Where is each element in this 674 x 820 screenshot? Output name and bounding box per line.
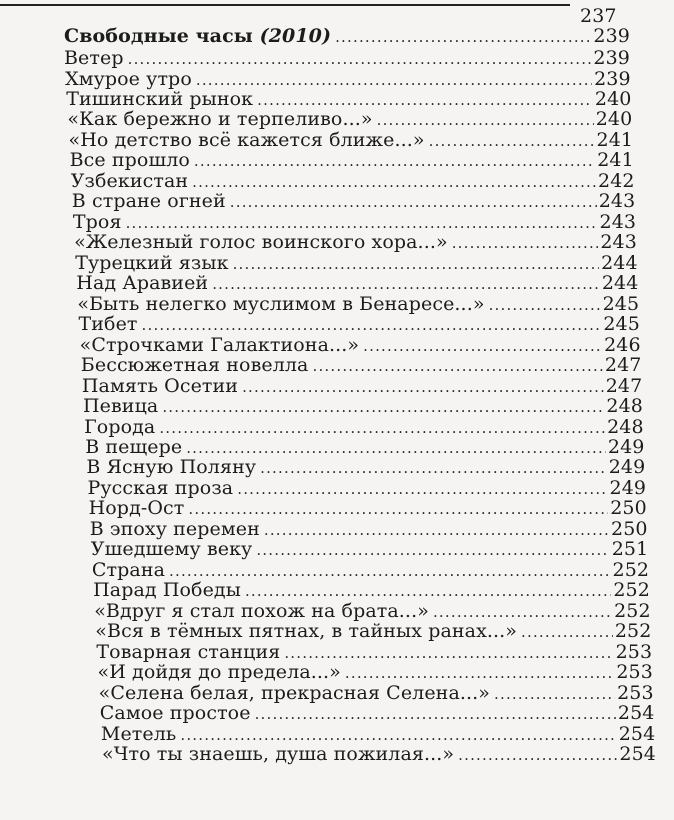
toc-entry [94, 601, 651, 622]
toc-entry [64, 48, 630, 69]
toc-page-number: 248 [606, 395, 643, 417]
toc-entry [76, 273, 638, 294]
toc-page-number: 254 [618, 722, 656, 745]
section-title [64, 26, 331, 46]
toc-entry-title: «Строчками Галактиона...» [79, 333, 360, 356]
toc-page-number: 243 [599, 210, 637, 233]
toc-page-number: 239 [593, 25, 630, 47]
toc-entry [73, 212, 636, 233]
toc-entry [95, 621, 651, 642]
toc-leader-dots [142, 315, 602, 335]
toc-entry [79, 314, 640, 335]
toc-leader-dots [264, 520, 609, 540]
toc-page-number: 239 [593, 47, 630, 69]
toc-leader-dots [363, 336, 602, 356]
toc-leader-dots [489, 295, 601, 315]
toc-page-number: 243 [598, 190, 636, 213]
toc-entry-title: Метель [100, 722, 177, 745]
toc-top-page-row [580, 6, 630, 27]
toc-entry-title: «Железный голос воинского хора...» [74, 231, 448, 254]
toc-entry [96, 642, 652, 663]
toc-leader-dots [126, 213, 598, 233]
toc-entry-title: Товарная станция [96, 640, 281, 663]
toc-page-number: 253 [617, 681, 654, 704]
toc-entry-title: Города [84, 415, 156, 438]
toc-entry-title: Самое простое [99, 702, 251, 725]
toc-entry-title: Норд-Ост [88, 497, 185, 520]
toc-leader-dots [180, 725, 616, 745]
toc-leader-dots [377, 110, 594, 130]
toc-entry-title: В эпоху перемен [89, 517, 260, 540]
toc-entry-title: Память Осетии [81, 374, 239, 397]
toc-page-number: 245 [602, 292, 640, 315]
toc-entry [83, 396, 643, 417]
toc-entry [86, 457, 645, 478]
toc-page-number: 254 [619, 743, 656, 765]
toc-page-number: 250 [610, 497, 647, 520]
toc-entry-title: Парад Победы [93, 579, 241, 602]
toc-entry-title: Узбекистан [70, 169, 189, 192]
toc-page-number: 241 [596, 128, 634, 151]
toc-entry-title: Над Аравией [76, 272, 209, 295]
toc-leader-dots [196, 70, 592, 90]
toc-entry [93, 580, 650, 601]
toc-page-number: 240 [594, 87, 632, 110]
toc-page-number: 244 [601, 272, 639, 295]
toc-page-number: 245 [603, 313, 640, 336]
toc-leader-dots [313, 356, 603, 376]
toc-entry [80, 335, 641, 356]
toc-entry-title: «Что ты знаешь, душа пожилая...» [102, 743, 455, 765]
toc-leader-dots [230, 192, 597, 212]
toc-page-number: 253 [615, 640, 653, 663]
toc-leader-dots [194, 151, 595, 171]
toc-entry [98, 662, 653, 683]
toc-leader-dots [433, 602, 612, 622]
toc-entry-title: «И дойдя до предела...» [97, 661, 341, 684]
toc-entry [89, 498, 647, 519]
toc-leader-dots [128, 49, 592, 69]
toc-page-number: 254 [617, 702, 655, 725]
toc-leader-dots [212, 274, 600, 294]
section-year: (2010) [259, 25, 332, 47]
section-title-text: Свободные часы [64, 25, 253, 47]
toc-leader-dots [452, 233, 599, 253]
toc-leader-dots [242, 377, 604, 397]
toc-leader-dots [159, 418, 605, 438]
toc-leader-dots [255, 704, 616, 724]
toc-entry-title: «Селена белая, прекрасная Селена...» [98, 681, 491, 704]
toc-entry [69, 130, 634, 151]
toc-entry-title: «Как бережно и терпеливо...» [67, 108, 373, 131]
toc-page-number: 247 [604, 354, 642, 377]
toc-leader-dots [345, 663, 614, 683]
toc-entry-title: Бессюжетная новелла [80, 354, 309, 377]
toc-leader-dots [458, 745, 617, 765]
toc-leader-dots [245, 581, 611, 601]
toc-entry-title: Тибет [78, 313, 138, 336]
toc-entry [67, 109, 632, 130]
toc-entry [72, 191, 636, 212]
toc-entry [84, 417, 644, 438]
toc-leader-dots [257, 90, 593, 110]
toc-leader-dots [237, 479, 607, 499]
toc-leader-dots [256, 540, 609, 560]
toc-page-number: 252 [613, 579, 650, 602]
toc-entry-title: Ветер [64, 47, 124, 69]
toc-entry-title: Троя [72, 210, 122, 233]
toc-entry [85, 437, 644, 458]
toc-leader-dots [284, 643, 613, 663]
toc-entry [99, 683, 654, 704]
toc-entry-title: Страна [91, 558, 166, 581]
toc-entry [82, 376, 642, 397]
toc-entry-title: В Ясную Поляну [86, 456, 257, 479]
toc-page-number: 252 [614, 620, 652, 643]
toc-leader-dots [186, 438, 606, 458]
toc-page-number: 252 [612, 558, 650, 581]
toc-entry-title: Хмурое утро [65, 67, 192, 90]
toc-leader-dots [233, 254, 600, 274]
toc-entry [71, 171, 635, 192]
toc-entry-title: «Быть нелегко муслимом в Бенаресе...» [77, 292, 485, 315]
toc-entry-title: В пещере [85, 435, 183, 458]
toc-entry-title: Все прошло [69, 149, 190, 172]
toc-section-row [64, 26, 630, 47]
toc-entry [75, 253, 638, 274]
toc-entry [100, 703, 655, 724]
toc-page-number: 244 [601, 251, 638, 274]
toc-entry [66, 89, 631, 110]
toc-page-number: 239 [594, 67, 631, 90]
toc-page-number: 242 [598, 169, 635, 192]
toc-page-number: 240 [595, 108, 633, 131]
toc-leader-dots [188, 499, 608, 519]
toc-page-number: 253 [616, 661, 653, 684]
toc-entry [91, 539, 649, 560]
toc-page-number: 243 [600, 231, 637, 254]
toc-entry [90, 519, 648, 540]
toc-entry [101, 724, 655, 745]
toc-entry-title: «Но детство всё кажется ближе...» [68, 128, 425, 151]
toc-page-number: 237 [580, 5, 617, 27]
toc-page-number: 249 [609, 476, 647, 499]
toc-entry [81, 355, 642, 376]
toc-page-number: 252 [614, 599, 651, 622]
toc-leader-dots [169, 561, 610, 581]
toc-leader-dots [335, 27, 591, 47]
toc-page-number: 251 [611, 538, 649, 561]
toc-leader-dots [494, 684, 615, 704]
toc-entry [102, 744, 656, 765]
toc-entry-title: Ушедшему веку [90, 538, 253, 561]
toc-entry-title: «Вдруг я стал похож на брата...» [94, 599, 429, 622]
toc-leader-dots [162, 397, 604, 417]
toc-entry-title: Певица [83, 395, 159, 417]
toc-entry [65, 69, 631, 90]
toc-page-number: 247 [605, 374, 643, 397]
toc-page-number: 249 [608, 456, 646, 479]
toc-leader-dots [429, 131, 595, 151]
toc-entry [88, 478, 647, 499]
toc-page-number: 248 [607, 415, 644, 438]
toc-entry [74, 232, 637, 253]
toc-entry [70, 150, 634, 171]
toc-page-number: 250 [611, 517, 648, 540]
toc-page-number: 246 [604, 333, 641, 356]
toc-leader-dots [521, 622, 613, 642]
toc-entry [92, 560, 649, 581]
toc-page-number: 249 [607, 435, 645, 458]
toc-leader-dots [192, 172, 596, 192]
toc-entry [77, 294, 639, 315]
toc-page-number: 241 [597, 149, 634, 172]
toc-leader-dots [260, 458, 607, 478]
toc-entry-title: В стране огней [71, 190, 226, 213]
toc-entry-title: «Вся в тёмных пятнах, в тайных ранах...» [95, 620, 518, 643]
toc-entry-title: Турецкий язык [75, 251, 229, 274]
toc-entry-title: Русская проза [87, 476, 234, 499]
toc-entry-title: Тишинский рынок [66, 87, 254, 110]
